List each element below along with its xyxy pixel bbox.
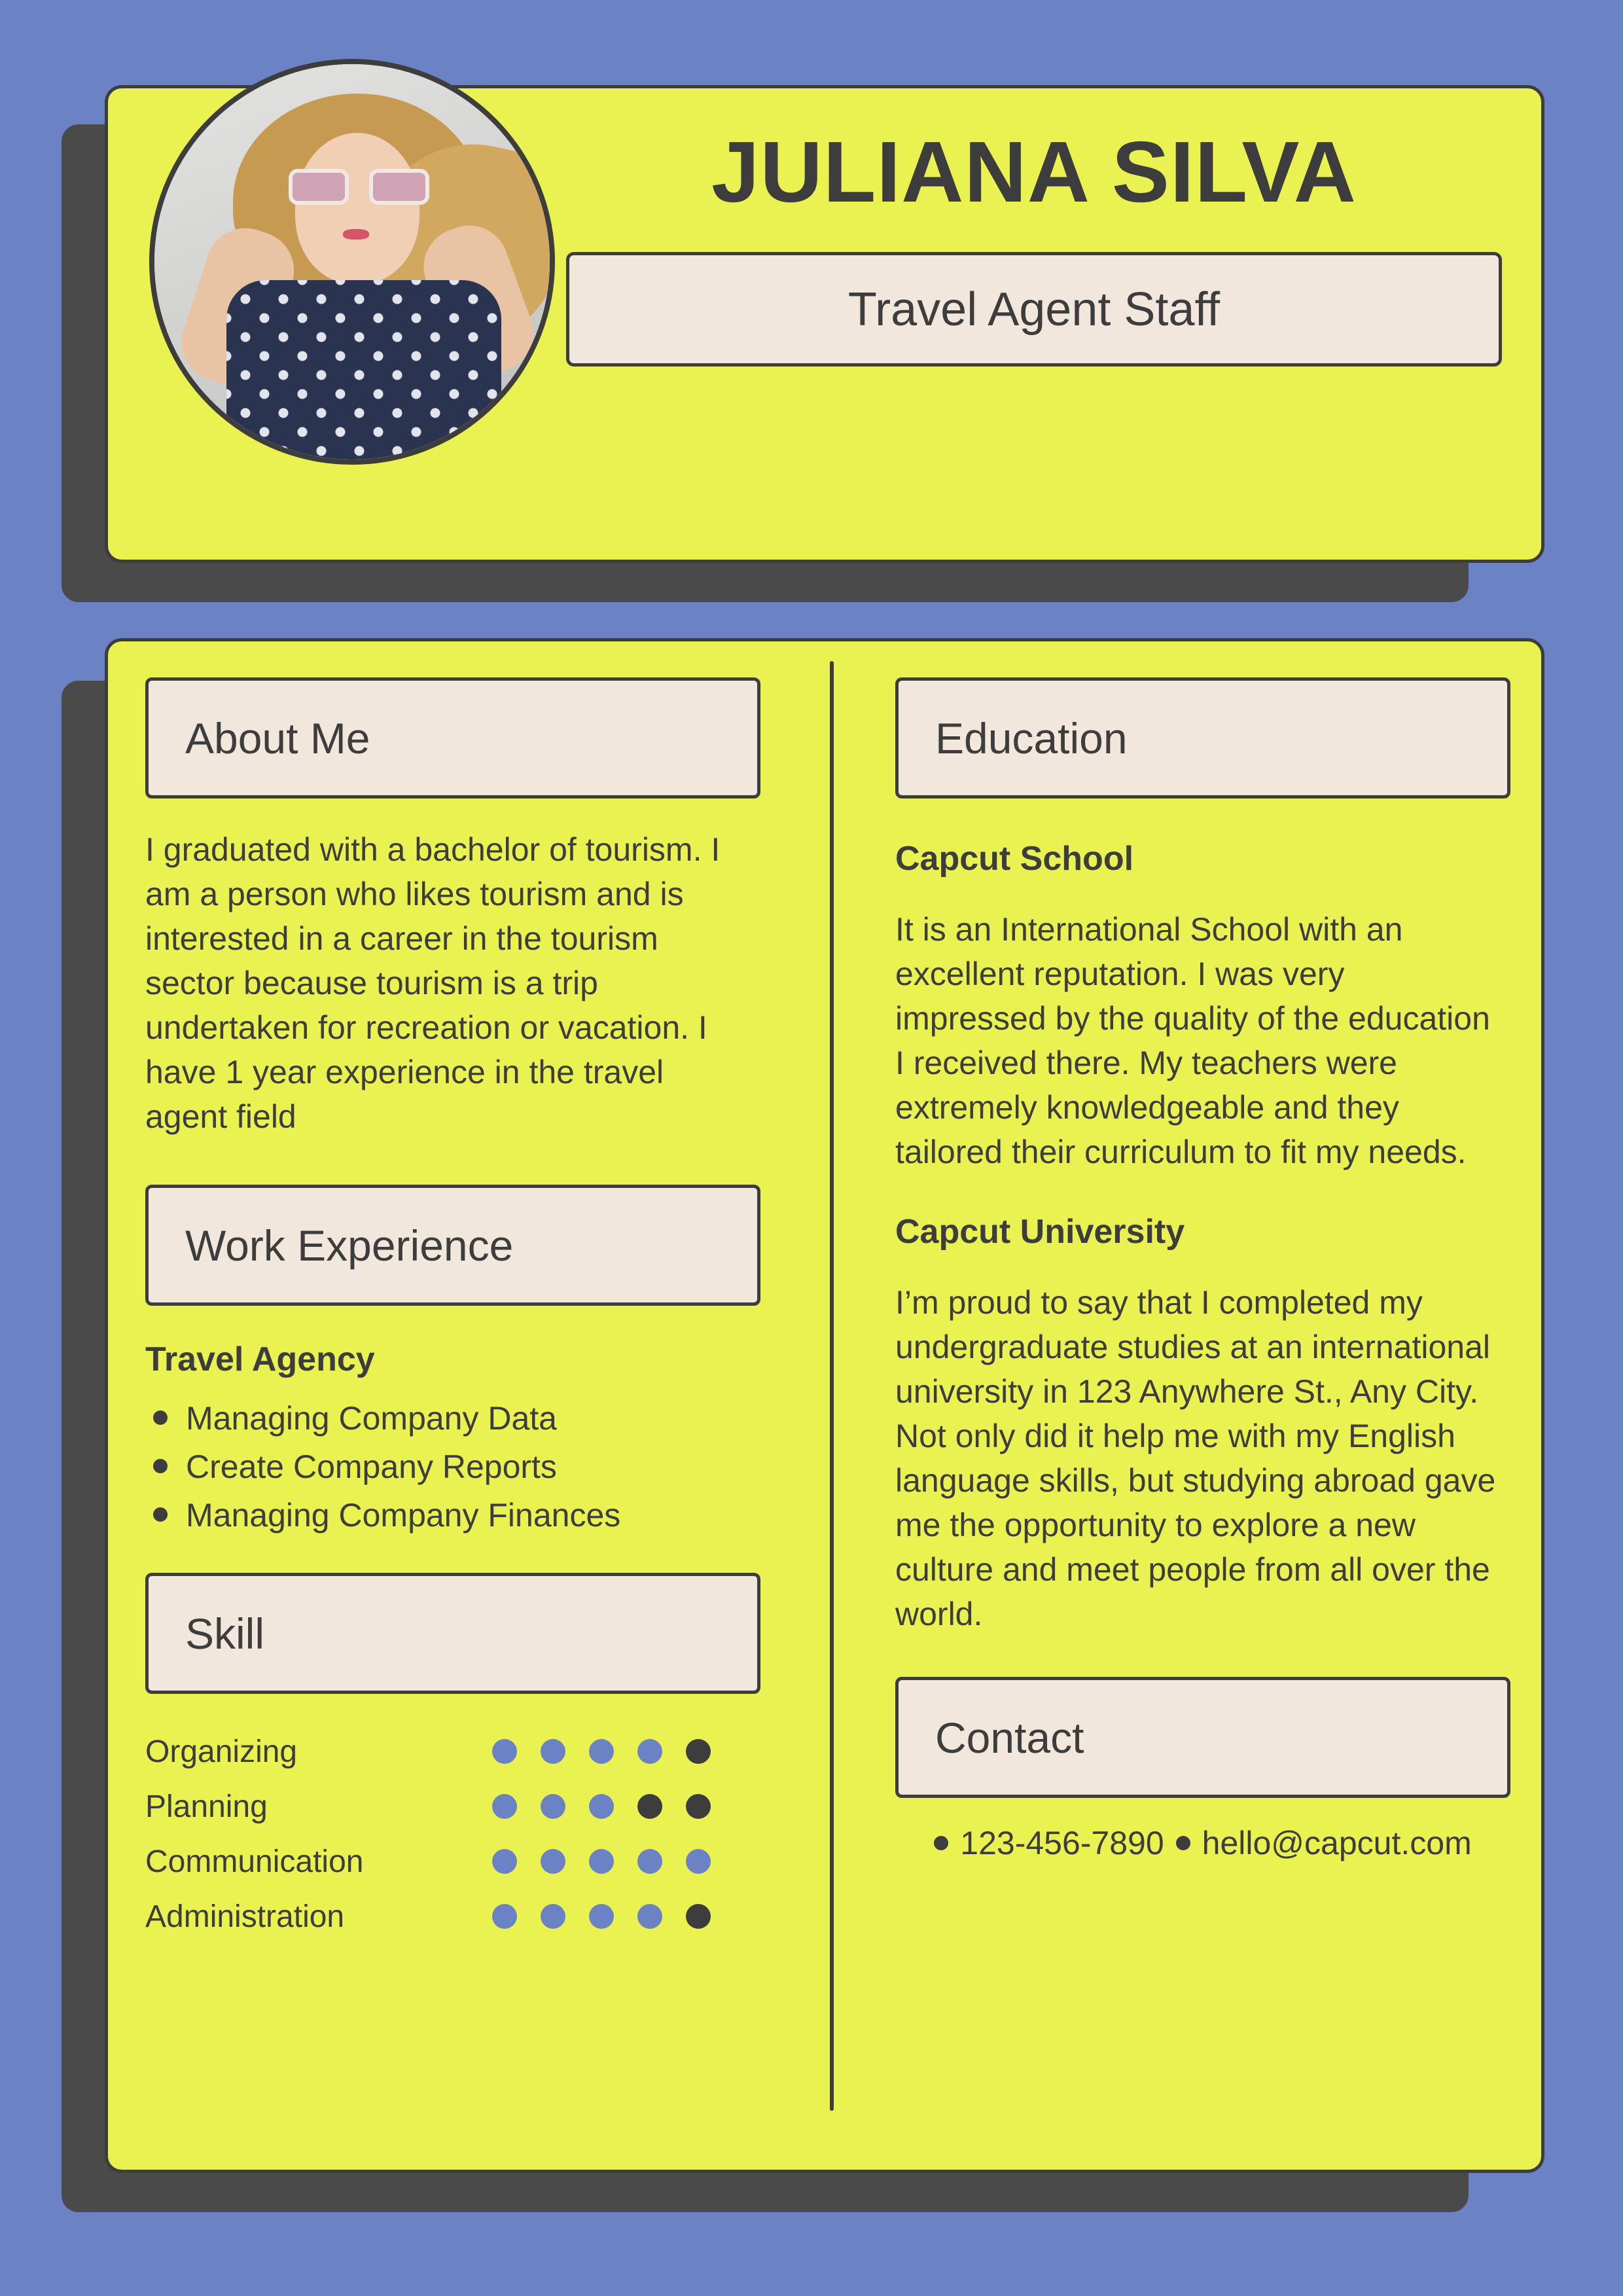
rating-dot	[589, 1794, 614, 1819]
rating-dot	[637, 1904, 662, 1929]
left-column	[145, 677, 760, 1944]
role-box	[566, 252, 1502, 367]
section-header-skill	[145, 1573, 760, 1694]
section-header-contact	[895, 1677, 1510, 1798]
contact-title: Contact	[935, 1713, 1084, 1762]
header-card	[105, 85, 1544, 563]
education-title: Education	[935, 713, 1128, 762]
rating-dot	[686, 1849, 711, 1874]
education-school-1: Capcut School	[895, 840, 1134, 878]
rating-dot	[541, 1794, 565, 1819]
rating-dot	[637, 1794, 662, 1819]
about-title: About Me	[185, 713, 370, 762]
education-school-2: Capcut University	[895, 1213, 1185, 1251]
sunglasses-icon	[289, 169, 429, 205]
rating-dot	[686, 1739, 711, 1764]
right-column	[895, 677, 1510, 1862]
photo-dress-pattern	[226, 280, 501, 465]
section-header-work	[145, 1185, 760, 1306]
rating-dot	[637, 1849, 662, 1874]
rating-dot	[492, 1794, 517, 1819]
rating-dot	[492, 1904, 517, 1929]
photo-lens-right	[369, 169, 429, 205]
skill-list	[145, 1724, 760, 1944]
rating-dot	[589, 1904, 614, 1929]
education-text-2: I’m proud to say that I completed my undergraduate studies at an international university in 123 Anywhere St., Any City. Not only did it help me with my English language skills, but studying abroad gave me the opportunity to explore a new culture and meet people from all over the world.	[895, 1284, 1496, 1632]
photo-face	[295, 133, 419, 283]
skill-rating	[492, 1794, 711, 1819]
page-title: JULIANA SILVA	[711, 124, 1357, 220]
bullet-icon	[1176, 1836, 1190, 1850]
skill-label: Planning	[145, 1789, 268, 1824]
photo-lens-left	[289, 169, 349, 205]
education-text-1: It is an International School with an excellent reputation. I was very impressed by the quality of the education I received there. My teachers were extremely knowledgeable and they tailored their curriculum to fit my needs.	[895, 911, 1490, 1170]
work-duty-list	[145, 1396, 760, 1537]
skill-row-communication	[145, 1834, 760, 1889]
photo-lips	[343, 229, 369, 240]
rating-dot	[686, 1904, 711, 1929]
skill-label: Communication	[145, 1844, 364, 1879]
avatar	[149, 59, 555, 465]
bullet-icon	[934, 1836, 948, 1850]
skill-row-planning	[145, 1779, 760, 1834]
contact-phone[interactable]: 123-456-7890	[960, 1825, 1164, 1861]
contact-line	[895, 1824, 1510, 1862]
skill-label: Administration	[145, 1899, 345, 1934]
list-item: Managing Company Finances	[145, 1493, 760, 1537]
skill-rating	[492, 1849, 711, 1874]
work-company: Travel Agency	[145, 1340, 375, 1378]
rating-dot	[541, 1904, 565, 1929]
skill-rating	[492, 1904, 711, 1929]
skill-rating	[492, 1739, 711, 1764]
section-header-about	[145, 677, 760, 798]
list-item: Managing Company Data	[145, 1396, 760, 1441]
skill-row-administration	[145, 1889, 760, 1944]
column-divider	[830, 661, 834, 2111]
rating-dot	[686, 1794, 711, 1819]
rating-dot	[541, 1739, 565, 1764]
portrait-photo	[154, 64, 550, 459]
skill-row-organizing	[145, 1724, 760, 1779]
rating-dot	[589, 1739, 614, 1764]
skill-label: Organizing	[145, 1734, 298, 1769]
rating-dot	[492, 1849, 517, 1874]
rating-dot	[589, 1849, 614, 1874]
skill-title: Skill	[185, 1609, 265, 1658]
section-header-education	[895, 677, 1510, 798]
rating-dot	[541, 1849, 565, 1874]
rating-dot	[492, 1739, 517, 1764]
role-label: Travel Agent Staff	[847, 283, 1221, 336]
rating-dot	[637, 1739, 662, 1764]
contact-email[interactable]: hello@capcut.com	[1202, 1825, 1472, 1861]
work-title: Work Experience	[185, 1221, 514, 1270]
list-item: Create Company Reports	[145, 1444, 760, 1489]
about-text: I graduated with a bachelor of tourism. I am a person who likes tourism and is interested in a career in the tourism sector because tourism is a trip undertaken for recreation or vacation. I have 1 year experience in the travel agent field	[145, 831, 721, 1135]
